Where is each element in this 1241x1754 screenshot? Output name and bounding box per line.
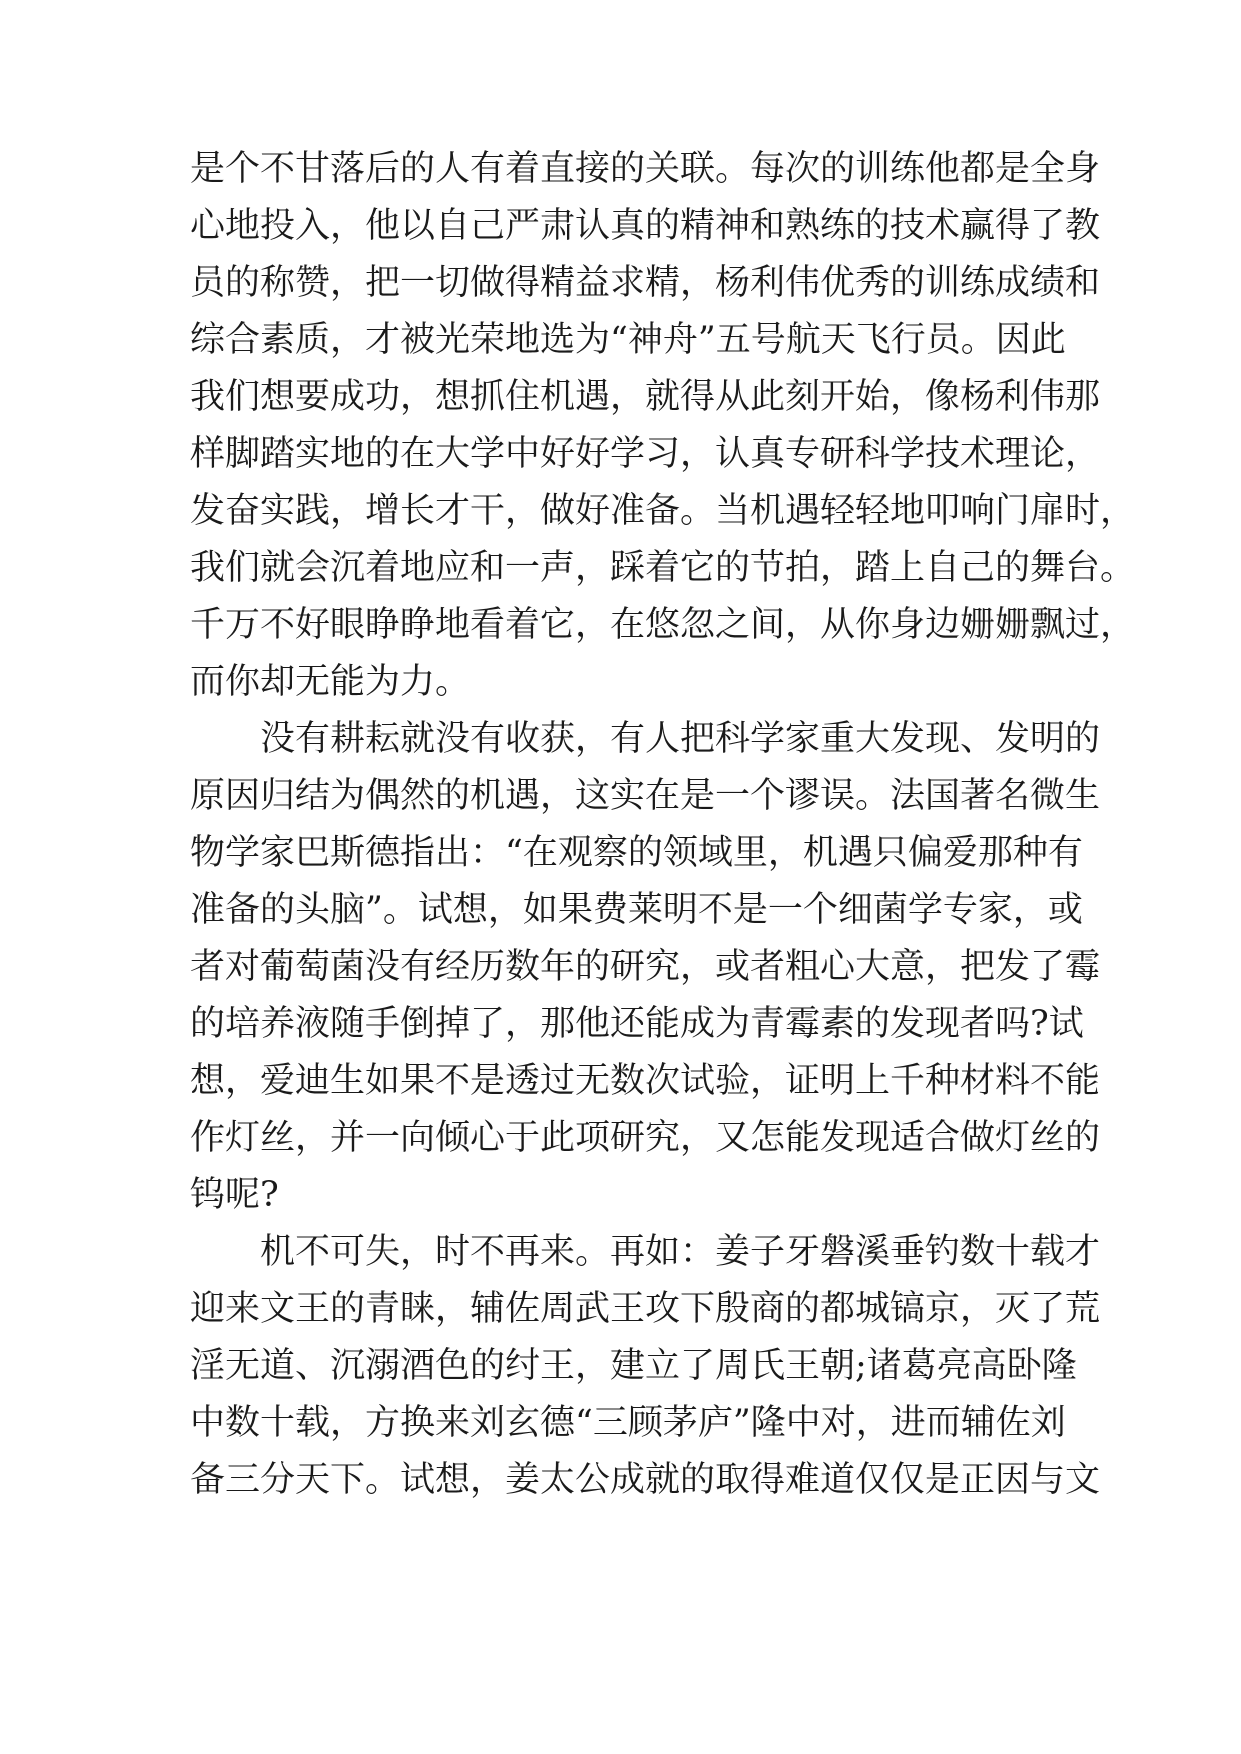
text-line: 心地投入，他以自己严肃认真的精神和熟练的技术赢得了教 (190, 206, 1101, 246)
text-line: 没有耕耘就没有收获，有人把科学家重大发现、发明的 (260, 719, 1101, 759)
text-line: 而你却无能为力。 (190, 662, 471, 702)
text-line: 原因归结为偶然的机遇，这实在是一个谬误。法国著名微生 (190, 776, 1101, 816)
paragraph-2 (190, 711, 1101, 1224)
text-line: 千万不好眼睁睁地看着它，在悠忽之间，从你身边姗姗飘过， (190, 605, 1136, 645)
text-line: 的培养液随手倒掉了，那他还能成为青霉素的发现者吗?试 (190, 1004, 1084, 1044)
text-line: 发奋实践，增长才干，做好准备。当机遇轻轻地叩响门扉时， (190, 491, 1136, 531)
text-line: 想，爱迪生如果不是透过无数次试验，证明上千种材料不能 (190, 1061, 1101, 1101)
text-line: 样脚踏实地的在大学中好好学习，认真专研科学技术理论， (190, 434, 1101, 474)
text-line: 作灯丝，并一向倾心于此项研究，又怎能发现适合做灯丝的 (190, 1118, 1101, 1158)
text-line: 我们想要成功，想抓住机遇，就得从此刻开始，像杨利伟那 (190, 377, 1101, 417)
text-line: 物学家巴斯德指出：“在观察的领域里，机遇只偏爱那种有 (190, 833, 1083, 873)
paragraph-3 (190, 1224, 1101, 1509)
text-line: 综合素质，才被光荣地选为“神舟”五号航天飞行员。因此 (190, 320, 1066, 360)
text-line: 钨呢? (190, 1175, 279, 1215)
text-line: 机不可失，时不再来。再如：姜子牙磐溪垂钓数十载才 (260, 1232, 1101, 1272)
text-line: 备三分天下。试想，姜太公成就的取得难道仅仅是正因与文 (190, 1460, 1101, 1500)
text-line: 迎来文王的青睐，辅佐周武王攻下殷商的都城镐京，灭了荒 (190, 1289, 1101, 1329)
text-line: 者对葡萄菌没有经历数年的研究，或者粗心大意，把发了霉 (190, 947, 1101, 987)
text-line: 我们就会沉着地应和一声，踩着它的节拍，踏上自己的舞台。 (190, 548, 1136, 588)
document-body (190, 141, 1136, 1509)
paragraph-1 (190, 141, 1136, 711)
text-line: 是个不甘落后的人有着直接的关联。每次的训练他都是全身 (190, 149, 1101, 189)
text-line: 淫无道、沉溺酒色的纣王，建立了周氏王朝;诸葛亮高卧隆 (190, 1346, 1077, 1386)
text-line: 准备的头脑”。试想，如果费莱明不是一个细菌学专家，或 (190, 890, 1083, 930)
text-line: 员的称赞，把一切做得精益求精，杨利伟优秀的训练成绩和 (190, 263, 1101, 303)
text-line: 中数十载，方换来刘玄德“三顾茅庐”隆中对，进而辅佐刘 (190, 1403, 1066, 1443)
